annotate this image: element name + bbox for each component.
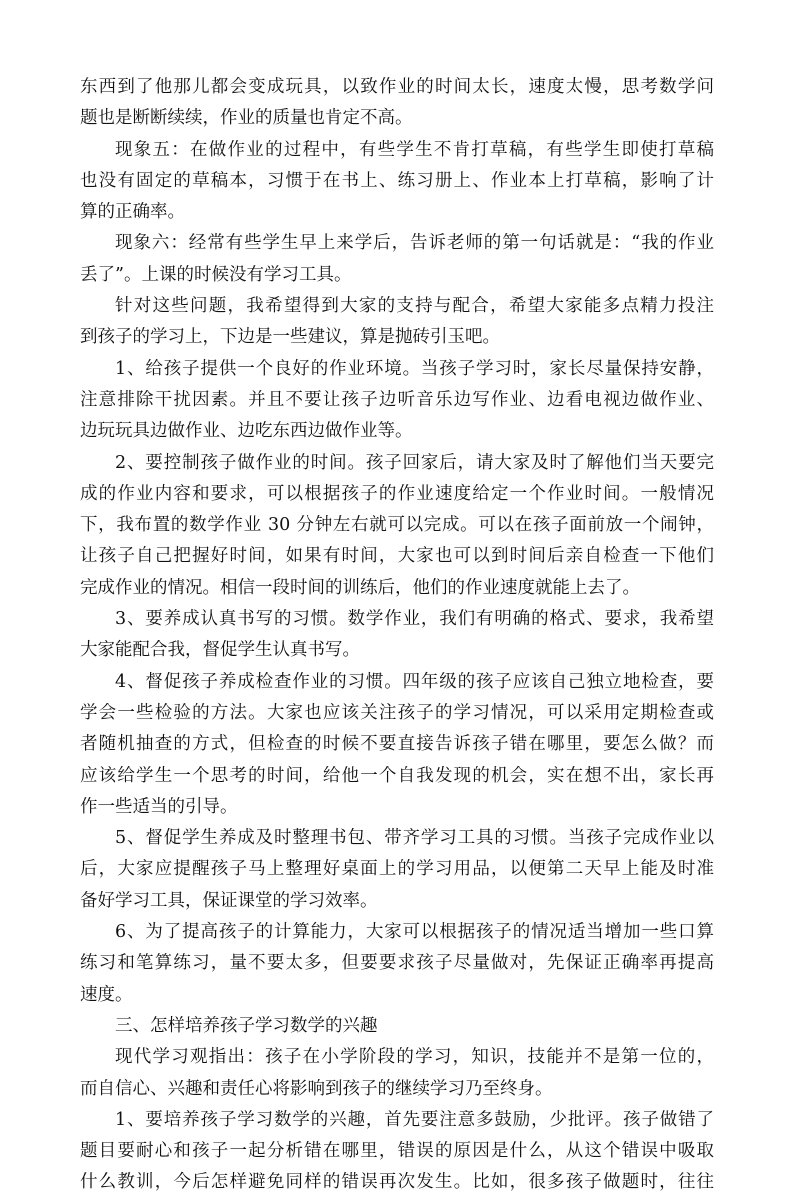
text-line: 速度。 <box>80 984 133 1005</box>
text-line: 注意排除干扰因素。并且不要让孩子边听音乐边写作业、边看电视边做作业、 <box>80 389 714 410</box>
text-line: 算的正确率。 <box>80 202 185 223</box>
text-line: 练习和笔算练习，量不要太多，但要要求孩子尽量做对，先保证正确率再提高 <box>80 953 714 974</box>
text-line: 边玩玩具边做作业、边吃东西边做作业等。 <box>80 421 413 442</box>
paragraph-start-line: 针对这些问题，我希望得到大家的支持与配合，希望大家能多点精力投注 <box>115 296 714 317</box>
document-page <box>80 72 714 1199</box>
section-heading: 三、怎样培养孩子学习数学的兴趣 <box>115 1015 378 1036</box>
text-line: 东西到了他那儿都会变成玩具，以致作业的时间太长，速度太慢，思考数学问 <box>80 77 714 97</box>
paragraph-start-line: 3、要养成认真书写的习惯。数学作业，我们有明确的格式、要求，我希望 <box>115 609 714 630</box>
paragraph-start-line: 2、要控制孩子做作业的时间。孩子回家后，请大家及时了解他们当天要完 <box>115 452 714 473</box>
text-line: 应该给学生一个思考的时间，给他一个自我发现的机会，实在想不出，家长再 <box>80 765 714 786</box>
paragraph-start-line: 现象六：经常有些学生早上来学后，告诉老师的第一句话就是：“我的作业 <box>115 233 714 254</box>
text-line: 作一些适当的引导。 <box>80 796 238 817</box>
text-line: 到孩子的学习上，下边是一些建议，算是抛砖引玉吧。 <box>80 327 500 348</box>
text-line: 者随机抽查的方式，但检查的时候不要直接告诉孩子错在哪里，要怎么做？而 <box>80 734 714 755</box>
text-line: 题也是断断续续，作业的质量也肯定不高。 <box>80 108 413 129</box>
paragraph-start-line: 4、督促孩子养成检查作业的习惯。四年级的孩子应该自己独立地检查，要 <box>115 671 714 692</box>
text-line: 完成作业的情况。相信一段时间的训练后，他们的作业速度就能上去了。 <box>80 577 640 598</box>
text-line: 大家能配合我，督促学生认真书写。 <box>80 640 360 661</box>
text-line: 学会一些检验的方法。大家也应该关注孩子的学习情况，可以采用定期检查或 <box>80 702 714 723</box>
text-line: 而自信心、兴趣和责任心将影响到孩子的继续学习乃至终身。 <box>80 1078 553 1099</box>
text-line: 什么教训，今后怎样避免同样的错误再次发生。比如，很多孩子做题时，往往 <box>80 1172 714 1193</box>
text-line: 让孩子自己把握好时间，如果有时间，大家也可以到时间后亲自检查一下他们 <box>80 546 714 567</box>
text-line: 备好学习工具，保证课堂的学习效率。 <box>80 890 378 911</box>
paragraph-start-line: 1、给孩子提供一个良好的作业环境。当孩子学习时，家长尽量保持安静， <box>115 358 714 379</box>
text-line: 丢了”。上课的时候没有学习工具。 <box>80 264 352 285</box>
text-line: 下，我布置的数学作业 30 分钟左右就可以完成。可以在孩子面前放一个闹钟， <box>80 515 714 536</box>
text-line: 也没有固定的草稿本，习惯于在书上、练习册上、作业本上打草稿，影响了计 <box>80 170 714 191</box>
text-line: 题目要耐心和孩子一起分析错在哪里，错误的原因是什么，从这个错误中吸取 <box>80 1141 714 1162</box>
text-line: 后，大家应提醒孩子马上整理好桌面上的学习用品，以便第二天早上能及时准 <box>80 859 714 880</box>
paragraph-start-line: 1、要培养孩子学习数学的兴趣，首先要注意多鼓励，少批评。孩子做错了 <box>115 1109 714 1130</box>
paragraph-start-line: 现象五：在做作业的过程中，有些学生不肯打草稿，有些学生即使打草稿 <box>115 139 714 160</box>
paragraph-start-line: 现代学习观指出：孩子在小学阶段的学习，知识，技能并不是第一位的， <box>115 1047 714 1068</box>
text-line: 成的作业内容和要求，可以根据孩子的作业速度给定一个作业时间。一般情况 <box>80 483 714 504</box>
paragraph-start-line: 5、督促学生养成及时整理书包、带齐学习工具的习惯。当孩子完成作业以 <box>115 828 714 849</box>
paragraph-start-line: 6、为了提高孩子的计算能力，大家可以根据孩子的情况适当增加一些口算 <box>115 922 714 943</box>
